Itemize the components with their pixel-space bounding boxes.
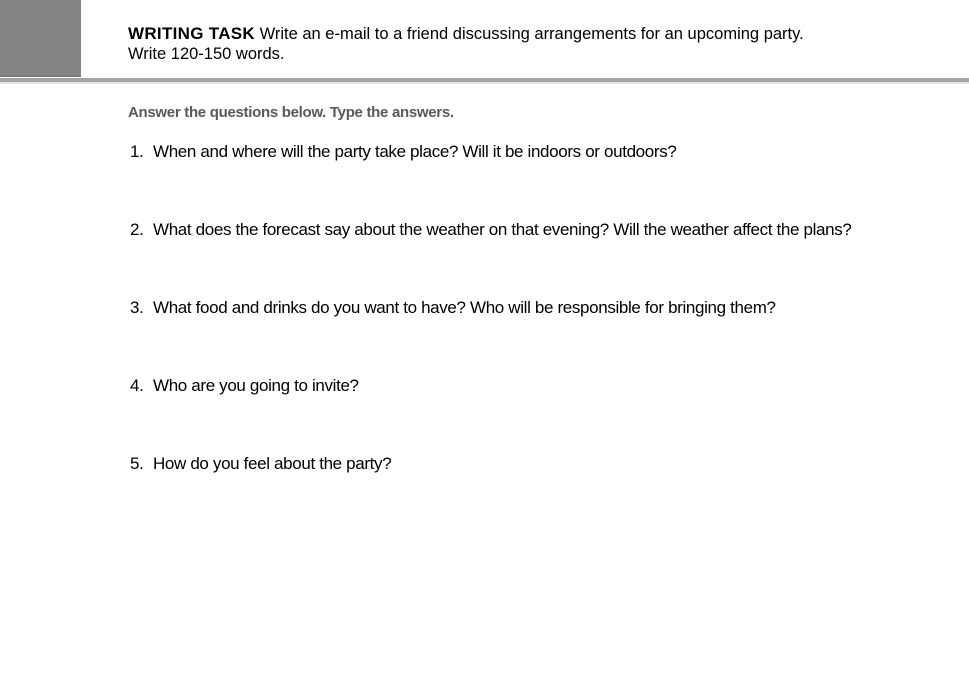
question-text: When and where will the party take place? Will it be indoors or outdoors? [153, 142, 677, 161]
question-item[interactable] [130, 376, 851, 454]
word-count-requirement: Write 120-150 words. [128, 45, 285, 63]
question-text: How do you feel about the party? [153, 454, 392, 473]
writing-task-header [128, 24, 948, 64]
header-divider-shadow [0, 82, 969, 84]
question-number: 3. [130, 298, 144, 317]
task-label: WRITING TASK [128, 24, 255, 43]
question-text: What does the forecast say about the weather on that evening? Will the weather affect the plans? [153, 220, 852, 239]
question-item[interactable] [130, 298, 851, 376]
corner-decoration-block [0, 0, 81, 77]
task-description: Write an e-mail to a friend discussing arrangements for an upcoming party. [255, 25, 804, 43]
instruction-text: Answer the questions below. Type the answers. [128, 104, 454, 121]
question-text: Who are you going to invite? [153, 376, 359, 395]
question-item[interactable] [130, 454, 851, 532]
task-heading-line [128, 24, 948, 44]
question-number: 4. [130, 376, 144, 395]
question-list [130, 142, 851, 532]
question-number: 5. [130, 454, 144, 473]
question-text: What food and drinks do you want to have? Who will be responsible for bringing them? [153, 298, 776, 317]
question-number: 1. [130, 142, 144, 161]
question-number: 2. [130, 220, 144, 239]
question-item[interactable] [130, 142, 851, 220]
question-item[interactable] [130, 220, 851, 298]
